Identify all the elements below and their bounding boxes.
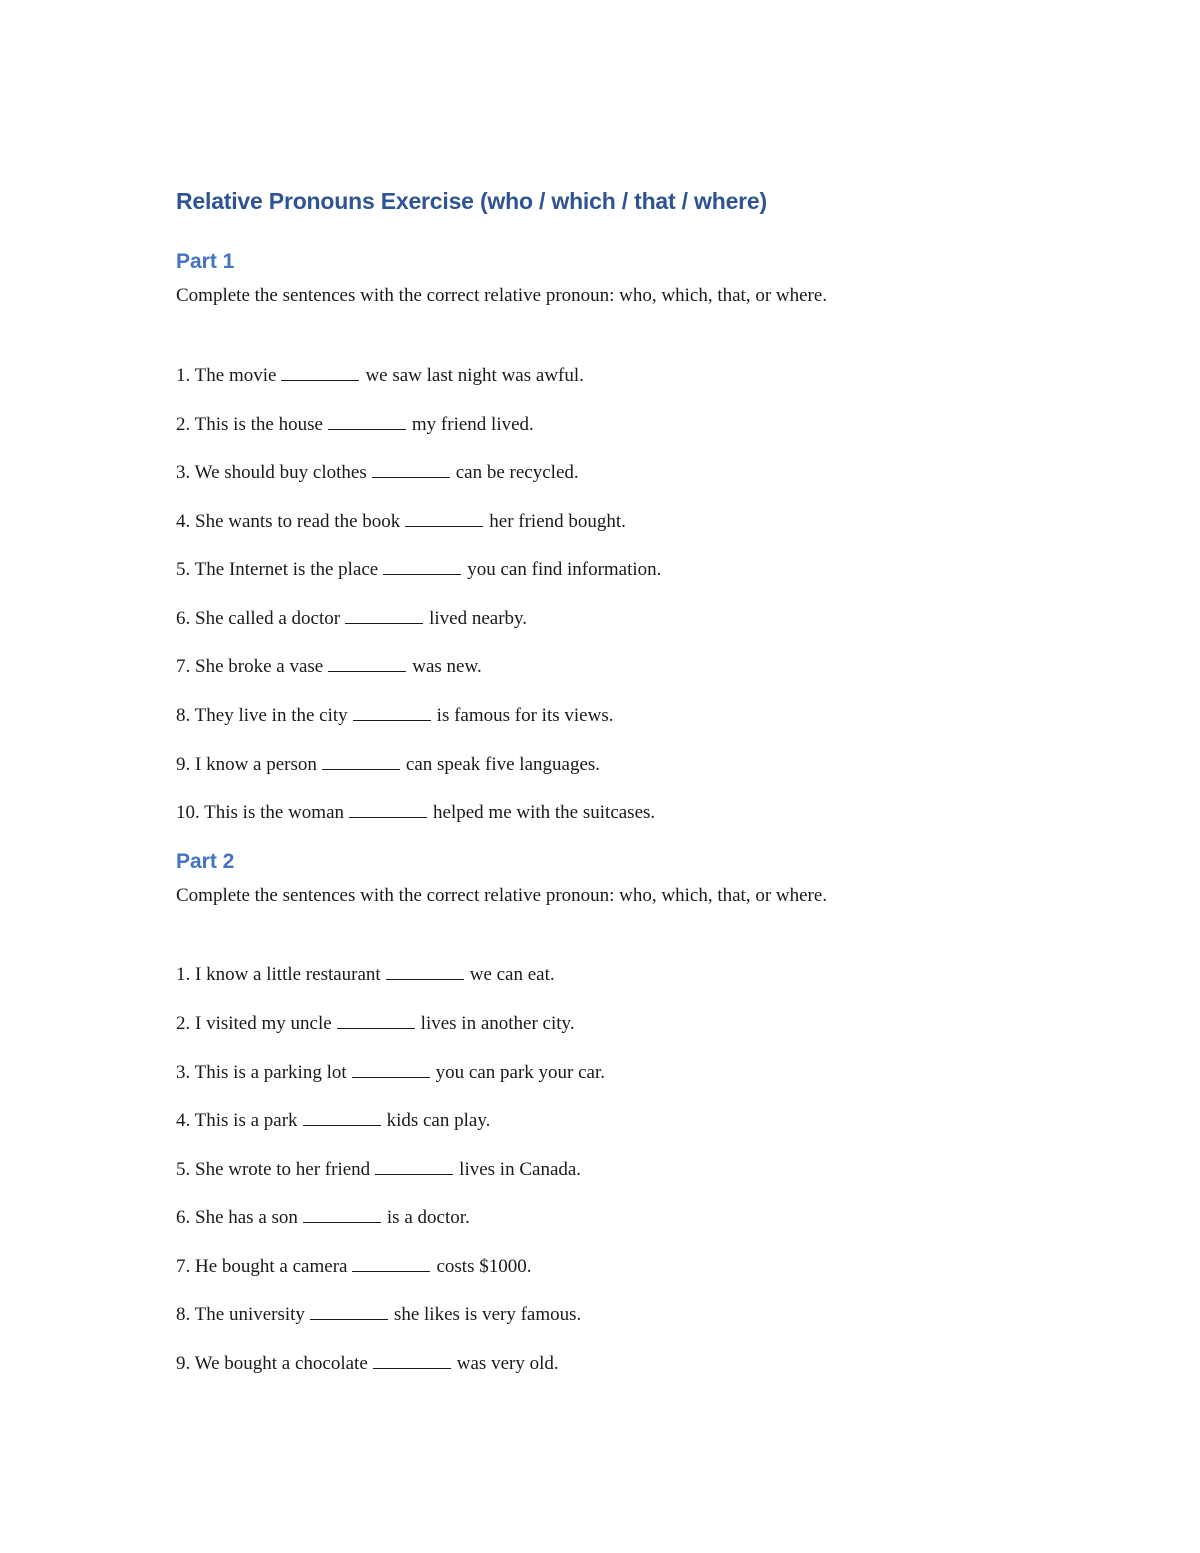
answer-blank[interactable] — [349, 799, 427, 818]
item-text-before: 5. She wrote to her friend — [176, 1159, 371, 1180]
part-1-heading: Part 1 — [176, 250, 235, 273]
answer-blank[interactable] — [303, 1107, 381, 1126]
answer-blank[interactable] — [281, 362, 359, 381]
part-2-item-2 — [176, 1010, 575, 1036]
item-text-before: 4. This is a park — [176, 1110, 298, 1131]
part-2-item-8 — [176, 1301, 581, 1327]
part-2-item-4 — [176, 1107, 490, 1133]
item-text-after: we can eat. — [469, 964, 555, 985]
answer-blank[interactable] — [353, 702, 431, 721]
part-2-instruction: Complete the sentences with the correct relative pronoun: who, which, that, or where. — [176, 885, 828, 906]
item-text-before: 8. The university — [176, 1304, 305, 1325]
answer-blank[interactable] — [322, 751, 400, 770]
item-text-before: 7. She broke a vase — [176, 656, 324, 677]
item-text-before: 6. She has a son — [176, 1207, 298, 1228]
part-1-item-8 — [176, 702, 613, 728]
item-text-after: her friend bought. — [489, 511, 626, 532]
item-text-after: was new. — [412, 656, 482, 677]
answer-blank[interactable] — [352, 1059, 430, 1078]
answer-blank[interactable] — [337, 1010, 415, 1029]
item-text-after: is famous for its views. — [436, 705, 614, 726]
item-text-before: 7. He bought a camera — [176, 1256, 348, 1277]
part-2-item-1 — [176, 961, 555, 987]
item-text-after: costs $1000. — [436, 1256, 532, 1277]
item-text-after: we saw last night was awful. — [365, 365, 584, 386]
answer-blank[interactable] — [303, 1204, 381, 1223]
item-text-before: 9. I know a person — [176, 754, 317, 775]
answer-blank[interactable] — [328, 653, 406, 672]
part-2-heading: Part 2 — [176, 850, 235, 873]
item-text-before: 8. They live in the city — [176, 705, 348, 726]
answer-blank[interactable] — [375, 1156, 453, 1175]
part-1-item-2 — [176, 411, 534, 437]
answer-blank[interactable] — [310, 1301, 388, 1320]
item-text-after: lived nearby. — [429, 608, 528, 629]
answer-blank[interactable] — [345, 605, 423, 624]
item-text-before: 3. This is a parking lot — [176, 1062, 347, 1083]
item-text-after: lives in Canada. — [459, 1159, 582, 1180]
item-text-before: 1. The movie — [176, 365, 277, 386]
answer-blank[interactable] — [373, 1350, 451, 1369]
item-text-after: lives in another city. — [420, 1013, 575, 1034]
part-1-item-6 — [176, 605, 527, 631]
item-text-after: was very old. — [456, 1353, 559, 1374]
item-text-after: helped me with the suitcases. — [433, 802, 656, 823]
part-1-item-1 — [176, 362, 584, 388]
part-1-instruction: Complete the sentences with the correct relative pronoun: who, which, that, or where. — [176, 285, 828, 306]
answer-blank[interactable] — [328, 411, 406, 430]
item-text-before: 3. We should buy clothes — [176, 462, 367, 483]
part-1-item-9 — [176, 751, 600, 777]
part-2-item-3 — [176, 1059, 605, 1085]
item-text-before: 5. The Internet is the place — [176, 559, 379, 580]
item-text-after: you can park your car. — [435, 1062, 605, 1083]
item-text-before: 1. I know a little restaurant — [176, 964, 381, 985]
item-text-after: can be recycled. — [455, 462, 579, 483]
item-text-before: 2. This is the house — [176, 414, 323, 435]
part-1-item-5 — [176, 556, 661, 582]
answer-blank[interactable] — [386, 961, 464, 980]
part-1-item-3 — [176, 459, 579, 485]
part-1-item-10 — [176, 799, 655, 825]
answer-blank[interactable] — [405, 508, 483, 527]
part-2-item-9 — [176, 1350, 559, 1376]
answer-blank[interactable] — [383, 556, 461, 575]
part-2-item-6 — [176, 1204, 470, 1230]
part-2-item-5 — [176, 1156, 581, 1182]
answer-blank[interactable] — [372, 459, 450, 478]
item-text-after: kids can play. — [386, 1110, 491, 1131]
item-text-after: is a doctor. — [386, 1207, 470, 1228]
item-text-before: 2. I visited my uncle — [176, 1013, 332, 1034]
item-text-before: 6. She called a doctor — [176, 608, 341, 629]
item-text-before: 10. This is the woman — [176, 802, 345, 823]
item-text-after: my friend lived. — [411, 414, 534, 435]
item-text-after: can speak five languages. — [405, 754, 601, 775]
item-text-before: 4. She wants to read the book — [176, 511, 401, 532]
part-1-item-4 — [176, 508, 626, 534]
item-text-after: she likes is very famous. — [393, 1304, 582, 1325]
item-text-after: you can find information. — [467, 559, 662, 580]
answer-blank[interactable] — [352, 1253, 430, 1272]
part-2-item-7 — [176, 1253, 531, 1279]
part-1-item-7 — [176, 653, 482, 679]
page-title: Relative Pronouns Exercise (who / which / that / where) — [176, 188, 767, 214]
item-text-before: 9. We bought a chocolate — [176, 1353, 368, 1374]
